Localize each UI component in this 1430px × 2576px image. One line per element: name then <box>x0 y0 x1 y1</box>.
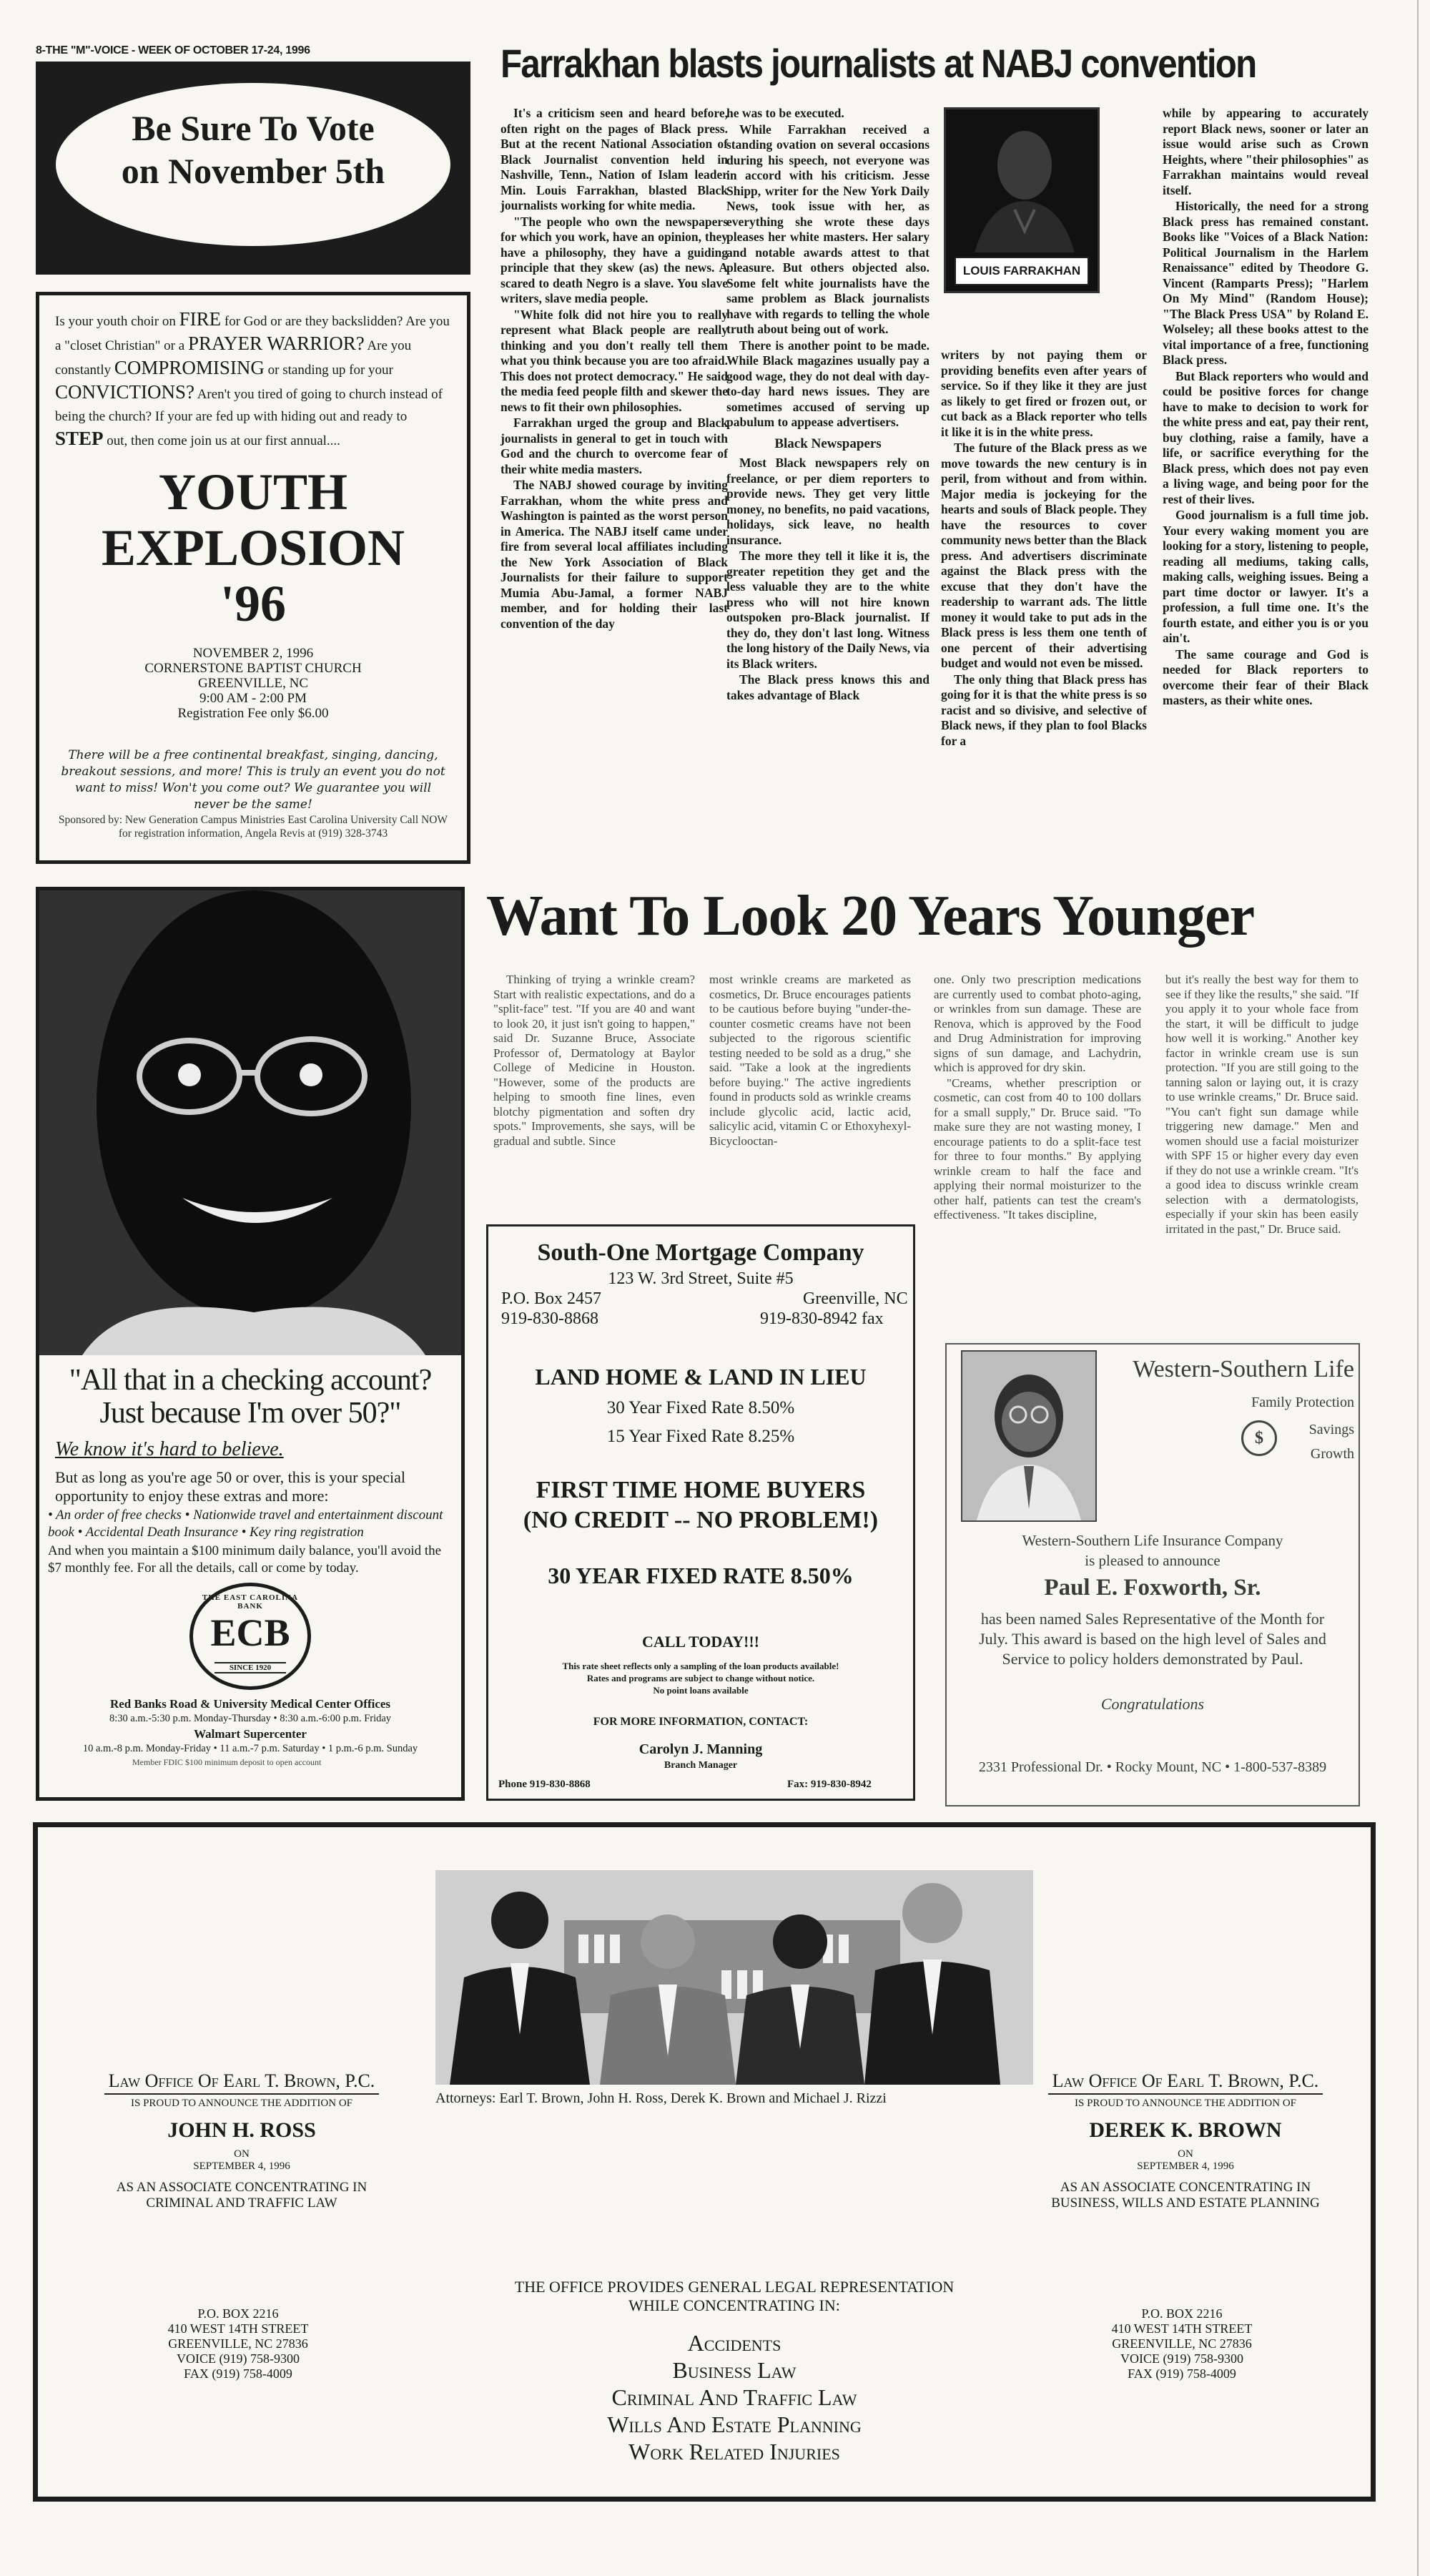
youth-intro-3: or standing up for your <box>264 363 393 378</box>
ecb-walmart: Walmart Supercenter <box>194 1727 307 1741</box>
vote-line1: Be Sure To Vote <box>132 108 375 148</box>
youth-script: There will be a free continental breakfast, singing, dancing, breakout sessions, and more! This is truly an event you do not want to miss! Won't you come out? We guarantee you will never be the same! <box>61 748 445 812</box>
attorneys-group-icon <box>435 1870 1033 2085</box>
law-right-proud: IS PROUD TO ANNOUNCE THE ADDITION OF <box>1074 2098 1297 2109</box>
younger-col2 <box>709 973 911 1149</box>
younger-col3 <box>934 973 1141 1224</box>
youth-intro-1a: Is your youth choir on <box>55 314 179 329</box>
mortgage-disc1: This rate sheet reflects only a sampling of the loan products available! <box>562 1661 839 1671</box>
law-address-left <box>102 2306 374 2381</box>
farrakhan-col2-p1: he was to be executed. <box>726 106 844 120</box>
farrakhan-caption: LOUIS FARRAKHAN <box>955 257 1089 285</box>
farrakhan-col1 <box>500 106 728 632</box>
western-southern-ad <box>945 1343 1360 1806</box>
mortgage-rate30: 30 Year Fixed Rate 8.50% <box>606 1398 795 1417</box>
youth-city: GREENVILLE, NC <box>197 676 309 691</box>
farrakhan-col2-p6: The Black press knows this and takes advantage of Black <box>726 672 930 702</box>
western-tag1: Family Protection <box>1251 1395 1354 1410</box>
mortgage-disclaimer <box>488 1660 913 1696</box>
mortgage-fax: 919-830-8942 fax <box>760 1309 884 1328</box>
law-area-4: Wills And Estate Planning <box>607 2412 862 2437</box>
western-text: has been named Sales Representative of the Month for July. This award is based on the high level of Sales and Service to policy holders demonstrated by Paul. <box>979 1610 1326 1668</box>
farrakhan-col1-p5: The NABJ showed courage by inviting Farrakhan, whom the white press and Washington is painted as the worst person in America. The NABJ itself came under fire from several local affiliates including the New York Association of Black Journalists for their failure to support Mumia Abu-Jamal, a former NABJ member, and for holding their last convention of the day <box>500 478 728 631</box>
youth-prayer-warrior: PRAYER WARRIOR? <box>187 333 365 354</box>
law-area-2: Business Law <box>672 2357 797 2383</box>
ecb-logo-ring: THE EAST CAROLINA BANK <box>202 1593 299 1611</box>
mortgage-more: FOR MORE INFORMATION, CONTACT: <box>593 1716 809 1728</box>
ecb-headline-2: Just because I'm over 50?" <box>99 1397 401 1430</box>
mortgage-pobox: P.O. Box 2457 <box>501 1289 602 1308</box>
foxworth-photo <box>961 1350 1097 1522</box>
ecb-ad <box>36 887 465 1801</box>
western-name: Western-Southern Life <box>1133 1356 1354 1382</box>
masthead: 8-THE "M"-VOICE - WEEK OF OCTOBER 17-24, 1996 <box>36 44 310 56</box>
younger-col1 <box>493 973 695 1149</box>
youth-intro-5: out, then come join us at our first annual.... <box>103 433 340 448</box>
western-pleased: is pleased to announce <box>1085 1552 1221 1569</box>
ecb-maintain: And when you maintain a $100 minimum daily balance, you'll avoid the $7 monthly fee. For all the details, call or come by today. <box>48 1543 442 1575</box>
farrakhan-col2-p4: Most Black newspapers rely on freelance, or per diem reporters to provide news. They get very little money, no benefits, no paid vacations, holidays, sick leave, no health insurance. <box>726 456 930 547</box>
law-address-right-1: P.O. BOX 2216 <box>1141 2306 1223 2321</box>
younger-col1-p: Thinking of trying a wrinkle cream? Start with realistic expectations, and do a "split-face" test. "If you are 40 and want to look 20, it just isn't going to happen," said Dr. Suzanne Bruce, Associate Professor of, Dermatology at Baylor College of Medicine in Houston. "However, some of the products are helping to smooth fine lines, even blotchy pigmentation and soften dry spots." Improvements, she says, will be gradual and subtle. Since <box>493 973 695 1148</box>
mortgage-city: Greenville, NC <box>803 1289 908 1308</box>
mortgage-rate30b: 30 YEAR FIXED RATE 8.50% <box>548 1563 854 1588</box>
younger-col3-p2: "Creams, whether prescription or cosmetic, can cost from 40 to 100 dollars for a small supply," Dr. Bruce said. "To make sure they are not wasting money, I encourage patients to do a split-face test for three to four months." By applying wrinkle cream to half the face and applying their normal moisturizer to the other half, patients can test the cream's effectiveness. "It takes discipline, <box>934 1076 1141 1221</box>
farrakhan-col1-p1: It's a criticism seen and heard before, often right on the pages of Black press. But at the recent National Association of Black Journalist convention held in Nashville, Tenn., Nation of Islam leader Min. Louis Farrakhan, blasted Black journalists working for white media. <box>500 106 728 212</box>
farrakhan-col2-p3: There is another point to be made. While Black magazines usually pay a good wage, they do not deal with day-to-day hard news issues. They are sometimes accused of serving up pabulum to appease advertisers. <box>726 338 930 429</box>
law-area-1: Accidents <box>687 2330 781 2356</box>
law-general-2: WHILE CONCENTRATING IN: <box>628 2296 840 2314</box>
law-address-left-2: 410 WEST 14TH STREET <box>167 2321 309 2336</box>
ecb-body: But as long as you're age 50 or over, this is your special opportunity to enjoy these extras and more: <box>55 1468 406 1505</box>
farrakhan-col2 <box>726 106 930 704</box>
law-left-proud: IS PROUD TO ANNOUNCE THE ADDITION OF <box>130 2098 353 2109</box>
mortgage-ad <box>486 1224 915 1801</box>
mortgage-disc3: No point loans available <box>653 1685 749 1696</box>
farrakhan-col4-p2: Historically, the need for a strong Black press has remained constant. Books like "Voices of a Black Nation: Political Journalism in the Harlem Renaissance" edited by Theodore G. Vincent (Ramparts Press); "Harlem On My Mind" (Random House); "The Black Press USA" by Roland E. Wolseley; all these books attest to the vital importance of a free, functioning Black press. <box>1163 199 1369 367</box>
youth-intro <box>55 308 450 452</box>
western-tag3: Growth <box>1310 1446 1354 1462</box>
ecb-logo <box>189 1583 311 1690</box>
law-right-desc2: BUSINESS, WILLS AND ESTATE PLANNING <box>1051 2196 1320 2211</box>
youth-title-1: YOUTH <box>158 463 348 521</box>
law-area-5: Work Related Injuries <box>628 2439 840 2464</box>
law-address-right-5: FAX (919) 758-4009 <box>1128 2366 1236 2381</box>
mortgage-land: LAND HOME & LAND IN LIEU <box>535 1364 867 1390</box>
younger-col3-p1: one. Only two prescription medications are currently used to combat photo-aging, or wrinkles from sun damage. These are Renova, which is approved by the Food and Drug Administration for improving signs of sun damage, and Lachydrin, which is approved for dry skin. <box>934 973 1141 1074</box>
farrakhan-col1-p2: "The people who own the newspapers for which you work, have an opinion, they have a philosophy, they have a guiding principle that they skew (as) the news. A scared to death Negro is a slave. You slave writers, slave media people. <box>500 214 728 305</box>
law-address-right-4: VOICE (919) 758-9300 <box>1120 2351 1243 2366</box>
black-newspapers-subhead: Black Newspapers <box>774 436 882 451</box>
western-logo-icon: $ <box>1241 1420 1277 1456</box>
youth-date: NOVEMBER 2, 1996 <box>192 646 314 661</box>
mortgage-phone: 919-830-8868 <box>501 1309 598 1328</box>
youth-title-2: EXPLOSION <box>101 519 405 576</box>
farrakhan-col4 <box>1163 106 1369 709</box>
law-address-left-5: FAX (919) 758-4009 <box>184 2366 292 2381</box>
mortgage-ftb1: FIRST TIME HOME BUYERS <box>536 1477 866 1503</box>
western-tag2: Savings <box>1308 1422 1354 1437</box>
mortgage-contact: Carolyn J. Manning <box>638 1741 763 1757</box>
mortgage-call: CALL TODAY!!! <box>641 1633 760 1651</box>
law-left-desc1: AS AN ASSOCIATE CONCENTRATING IN <box>116 2180 368 2195</box>
farrakhan-col1-p4: Farrakhan urged the group and Black journalists in general to get in touch with God and the church to overcome fear of their white media masters. <box>500 416 728 476</box>
younger-col4 <box>1165 973 1358 1237</box>
mortgage-role: Branch Manager <box>664 1760 738 1771</box>
smiling-man-portrait-icon <box>39 890 461 1355</box>
ecb-know: We know it's hard to believe. <box>55 1438 284 1460</box>
law-right-date: SEPTEMBER 4, 1996 <box>1137 2160 1234 2172</box>
law-area-3: Criminal And Traffic Law <box>611 2384 857 2410</box>
ecb-headline-1: "All that in a checking account? <box>69 1364 432 1397</box>
youth-fire: FIRE <box>179 308 222 330</box>
ecb-logo-since: SINCE 1920 <box>214 1662 286 1673</box>
attorneys-photo <box>435 1870 1033 2085</box>
law-address-left-3: GREENVILLE, NC 27836 <box>168 2336 308 2351</box>
law-general-1: THE OFFICE PROVIDES GENERAL LEGAL REPRESENTATION <box>514 2278 955 2296</box>
farrakhan-col1-p3: "White folk did not hire you to really represent what Black people are really thinking and you don't really tell them what you think because you are too afraid. This does not protect democracy." He said the media feed people filth and skewer the news to fit their own philosophies. <box>500 307 728 414</box>
western-address: 2331 Professional Dr. • Rocky Mount, NC • 1-800-537-8389 <box>978 1759 1327 1775</box>
law-address-right-2: 410 WEST 14TH STREET <box>1111 2321 1253 2336</box>
farrakhan-col4-p4: Good journalism is a full time job. Your every waking moment you are looking for a story, listening to people, reading all mediums, taking calls, making calls, weighing issues. Being a part time doctor or lawyer. It's a profession, a full time one. It's the fourth estate, and either you is or you ain't. <box>1163 508 1369 645</box>
law-address-left-1: P.O. BOX 2216 <box>197 2306 279 2321</box>
mortgage-phone-bottom: Phone 919-830-8868 <box>498 1779 591 1790</box>
law-left-date: SEPTEMBER 4, 1996 <box>193 2160 290 2172</box>
mortgage-ftb2: (NO CREDIT -- NO PROBLEM!) <box>523 1507 879 1533</box>
page-edge <box>1417 0 1419 2576</box>
farrakhan-col2-p2: While Farrakhan received a standing ovation on several occasions during his speech, not everyone was in accord with his criticism. Jesse Shipp, writer for the New York Daily News, took issue with her, as everything she wrote these days pleases her white masters. Her salary and notable awards attest to that pleasure. But others objected also. Some felt white journalists have the same problem as Black journalists have with regards to telling the whole truth about being out of work. <box>726 122 930 336</box>
law-left <box>66 2070 417 2211</box>
law-right-on: ON <box>1178 2148 1193 2160</box>
younger-col2-p: most wrinkle creams are marketed as cosmetics, Dr. Bruce encourages patients to be cautious before buying "under-the-counter cosmetic creams have not been subjected to the rigorous scientific testing needed to be sold as a drug," she said. "Take a look at the ingredients before buying." The active ingredients found in products sold as wrinkle creams include glycolic acid, lactic acid, salicylic acid, vitamin C or Ethoxyhexyl-Bicyclooctan- <box>709 973 911 1148</box>
law-left-name: JOHN H. ROSS <box>167 2118 316 2142</box>
younger-col4-p: but it's really the best way for them to see if they like the results," she said. "If you apply it to your whole face from the start, it will be difficult to judge how well it is working." Another key factor in wrinkle cream use is sun protection. "If you are still going to the tanning salon or laying out, it is crazy to use wrinkle creams," Dr. Bruce said. "You can't fight sun damage while triggering new damage." Men and women should use a facial moisturizer with SPF 15 or higher every day even if they do not use a wrinkle cream. "It's a good idea to discuss wrinkle cream selection with a dermatologists, especially if your skin has been easily irritated in the past," Dr. Bruce said. <box>1165 973 1358 1236</box>
law-left-desc2: CRIMINAL AND TRAFFIC LAW <box>146 2196 337 2211</box>
mortgage-fax-bottom: Fax: 919-830-8942 <box>787 1779 872 1790</box>
youth-convictions: CONVICTIONS? <box>55 381 194 403</box>
law-address-left-4: VOICE (919) 758-9300 <box>177 2351 300 2366</box>
western-congrats: Congratulations <box>1100 1695 1205 1713</box>
vote-line2: on November 5th <box>121 151 385 191</box>
attorneys-caption: Attorneys: Earl T. Brown, John H. Ross, Derek K. Brown and Michael J. Rizzi <box>435 2090 887 2106</box>
mortgage-name: South-One Mortgage Company <box>537 1239 864 1266</box>
ecb-photo <box>39 890 461 1355</box>
mortgage-rate15: 15 Year Fixed Rate 8.25% <box>606 1427 795 1446</box>
youth-fee: Registration Fee only $6.00 <box>177 706 329 721</box>
youth-sponsor: Sponsored by: New Generation Campus Ministries East Carolina University Call NOW for registration information, Angela Revis at (919) 328-3743 <box>58 814 448 840</box>
farrakhan-col3-p2: The future of the Black press as we move towards the new century is in peril, from without and from within. Major media is jockeying for the hearts and souls of Black people. They have the resources to cover community news better than the Black press. And advertisers discriminate against the Black press with the excuse that they don't have the readership to warrant ads. The little money it would take to put ads in the Black press is less them one tenth of one percent of their advertising budget and would not even be missed. <box>941 441 1147 670</box>
ecb-office: Red Banks Road & University Medical Center Offices <box>109 1697 391 1711</box>
farrakhan-col4-p1: while by appearing to accurately report Black news, sooner or later an issue would arise such as Crown Heights, where "their philosophies" as Farrakhan maintains would reveal itself. <box>1163 106 1369 197</box>
vote-box <box>36 62 470 275</box>
mortgage-address: 123 W. 3rd Street, Suite #5 <box>608 1269 794 1288</box>
youth-intro-1b: for God or are they backslidden? Are you a "closet Christian" or a <box>55 314 450 353</box>
farrakhan-portrait-icon <box>946 109 1098 252</box>
law-left-firm: Law Office Of Earl T. Brown, P.C. <box>104 2070 380 2095</box>
law-address-right <box>1046 2306 1318 2381</box>
farrakhan-headline: Farrakhan blasts journalists at NABJ convention <box>500 41 1256 86</box>
youth-title-3: '96 <box>220 575 286 632</box>
youth-compromising: COMPROMISING <box>114 357 265 378</box>
youth-church: CORNERSTONE BAPTIST CHURCH <box>144 661 362 676</box>
law-right-name: DEREK K. BROWN <box>1089 2118 1282 2142</box>
mortgage-disc2: Rates and programs are subject to change without notice. <box>586 1673 815 1683</box>
ecb-headline <box>39 1364 461 1430</box>
law-office-ad <box>33 1822 1376 2502</box>
ecb-logo-text: ECB <box>210 1611 290 1654</box>
farrakhan-col3-p1: writers by not paying them or providing benefits even after years of service. So if they like it they are just as likely to get fired or frozen out, or cut back as a Black reporter who tells it like it is in the white press. <box>941 348 1147 439</box>
law-left-on: ON <box>234 2148 250 2160</box>
western-person: Paul E. Foxworth, Sr. <box>1044 1575 1261 1601</box>
farrakhan-col4-p5: The same courage and God is needed for Black reporters to overcome their fear of their Black masters, as their white ones. <box>1163 647 1369 707</box>
law-address-right-3: GREENVILLE, NC 27836 <box>1112 2336 1252 2351</box>
law-right-desc1: AS AN ASSOCIATE CONCENTRATING IN <box>1060 2180 1311 2195</box>
western-company: Western-Southern Life Insurance Company <box>1022 1532 1283 1549</box>
law-right-firm: Law Office Of Earl T. Brown, P.C. <box>1048 2070 1323 2095</box>
farrakhan-col3 <box>941 348 1147 749</box>
ecb-fdic: Member FDIC $100 minimum deposit to open account <box>132 1757 322 1767</box>
youth-step: STEP <box>55 428 104 449</box>
younger-headline: Want To Look 20 Years Younger <box>486 885 1255 948</box>
farrakhan-col3-p3: The only thing that Black press has going for it is that the white press is so racist and so divisive, and selective of Black news, if they plan to fool Blacks for a <box>941 672 1147 748</box>
youth-details <box>39 646 467 721</box>
ecb-hours1: 8:30 a.m.-5:30 p.m. Monday-Thursday • 8:30 a.m.-6:00 p.m. Friday <box>109 1713 392 1724</box>
youth-time: 9:00 AM - 2:00 PM <box>199 691 307 706</box>
youth-intro-2: Are you constantly <box>55 338 412 378</box>
farrakhan-photo <box>944 107 1100 293</box>
foxworth-portrait-icon <box>962 1352 1095 1520</box>
farrakhan-col4-p3: But Black reporters who would and could be positive forces for change have to make to decision to work for the white press and eat, pay their rent, buy clothing, raise a family, have a life, or sacrifice everything for the Black press, which does not pay even a living wage, and being poor for the rest of their lives. <box>1163 368 1369 506</box>
ecb-bullets: • An order of free checks • Nationwide travel and entertainment discount book • Accidental Death Insurance • Key ring registration <box>48 1508 443 1540</box>
ecb-hours2: 10 a.m.-8 p.m. Monday-Friday • 11 a.m.-7 p.m. Saturday • 1 p.m.-6 p.m. Sunday <box>82 1743 418 1754</box>
law-right <box>1010 2070 1361 2211</box>
law-general <box>435 2278 1033 2465</box>
youth-intro-4: Aren't you tired of going to church instead of being the church? If your are fed up with hiding out and ready to <box>55 387 443 424</box>
youth-explosion-ad <box>36 292 470 864</box>
farrakhan-col2-p5: The more they tell it like it is, the greater repetition they get and the less valuable they are to the white press who will not hire known outspoken pro-Black journalist. If they do, they don't last long. Witness the long history of the Daily News, via its Black writers. <box>726 549 930 671</box>
